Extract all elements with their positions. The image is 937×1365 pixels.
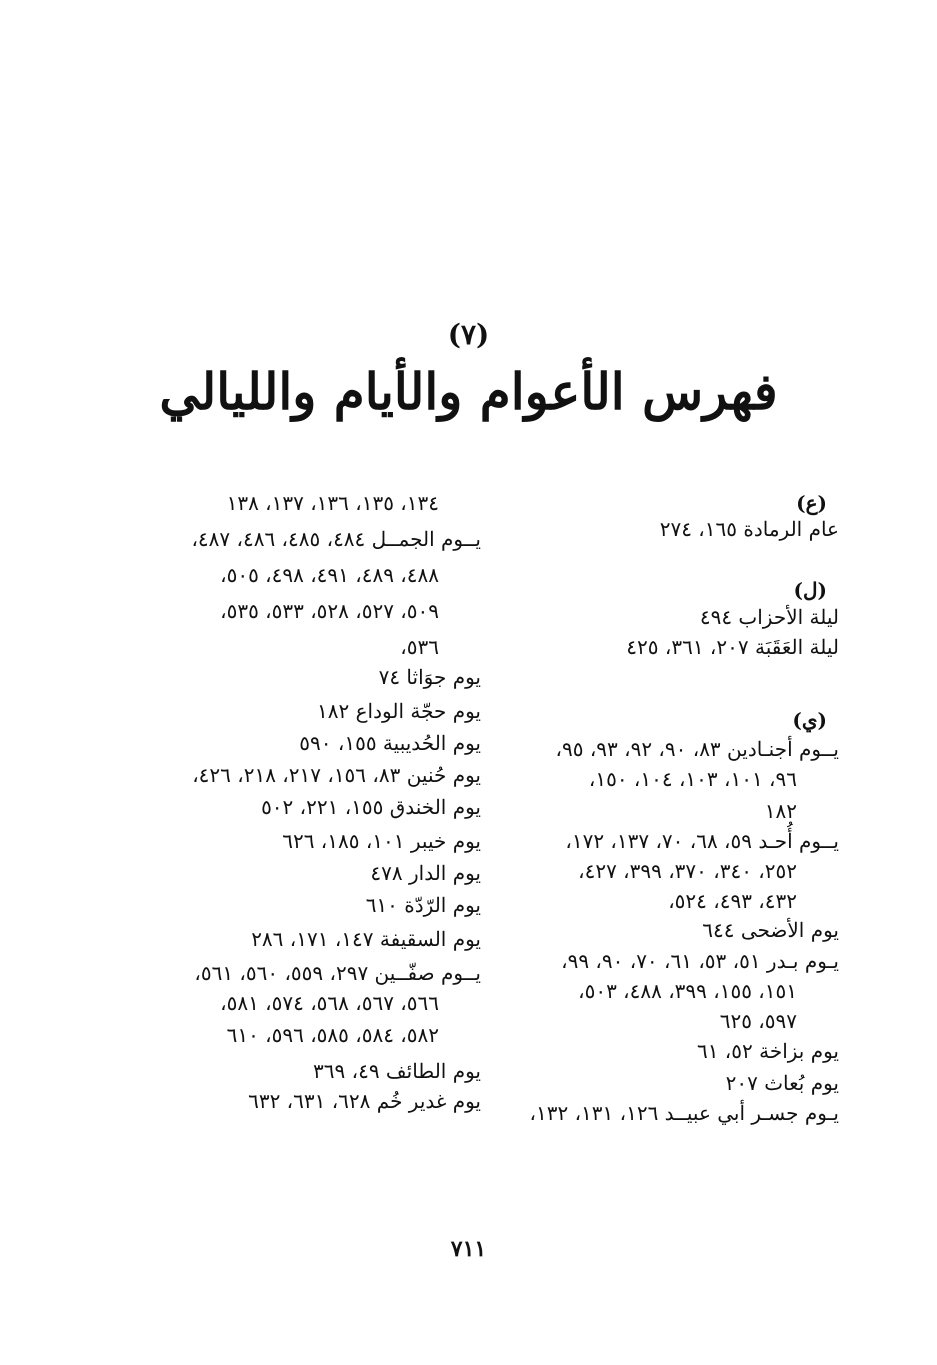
index-entry: يوم الخندق ١٥٥، ٢٢١، ٥٠٢ (261, 795, 481, 819)
page-title: فهرس الأعوام والأيام والليالي (159, 362, 778, 421)
index-entry: يــوم الجمــل ٤٨٤، ٤٨٥، ٤٨٦، ٤٨٧، (191, 527, 481, 551)
entry-continuation: ٥٦٦، ٥٦٧، ٥٦٨، ٥٧٤، ٥٨١، (220, 991, 439, 1015)
entry-continuation: ٩٦، ١٠١، ١٠٣، ١٠٤، ١٥٠، (588, 767, 797, 791)
entry-continuation: ١٣٤، ١٣٥، ١٣٦، ١٣٧، ١٣٨ (226, 491, 439, 515)
entry-continuation: ١٨٢ (764, 799, 797, 823)
index-entry: يـوم جسـر أبي عبيــد ١٢٦، ١٣١، ١٣٢، (529, 1101, 839, 1125)
index-entry: يوم الرّدّة ٦١٠ (365, 893, 481, 917)
index-entry: يــوم أجنـادين ٨٣، ٩٠، ٩٢، ٩٣، ٩٥، (555, 737, 839, 761)
entry-continuation: ٥٣٦، (400, 635, 439, 659)
entry-continuation: ٤٣٢، ٤٩٣، ٥٢٤، (668, 889, 797, 913)
index-entry: يــوم صفّــين ٢٩٧، ٥٥٩، ٥٦٠، ٥٦١، (194, 961, 481, 985)
index-entry: يوم غدير خُم ٦٢٨، ٦٣١، ٦٣٢ (248, 1089, 481, 1113)
index-entry: ليلة الأحزاب ٤٩٤ (699, 605, 839, 629)
section-number: (٧) (447, 318, 490, 351)
index-entry: يوم حجّة الوداع ١٨٢ (317, 699, 481, 723)
index-entry: يوم جوَاثا ٧٤ (378, 665, 481, 689)
index-entry: يـوم بـدر ٥١، ٥٣، ٦١، ٧٠، ٩٠، ٩٩، (561, 949, 839, 973)
entry-continuation: ١٥١، ١٥٥، ٣٩٩، ٤٨٨، ٥٠٣، (578, 979, 797, 1003)
index-entry: يوم حُنين ٨٣، ١٥٦، ٢١٧، ٢١٨، ٤٢٦، (192, 763, 481, 787)
page-number: ٧١١ (450, 1236, 487, 1262)
index-entry: يوم بُعاث ٢٠٧ (725, 1071, 839, 1095)
letter-heading: (ع) (796, 491, 827, 515)
entry-continuation: ٥٨٢، ٥٨٤، ٥٨٥، ٥٩٦، ٦١٠ (226, 1023, 439, 1047)
entry-continuation: ٢٥٢، ٣٤٠، ٣٧٠، ٣٩٩، ٤٢٧، (578, 859, 797, 883)
letter-heading: (ي) (792, 708, 827, 732)
index-entry: يوم خيبر ١٠١، ١٨٥، ٦٢٦ (282, 829, 481, 853)
entry-continuation: ٥٩٧، ٦٢٥ (719, 1009, 797, 1033)
index-entry: يوم الطائف ٤٩، ٣٦٩ (313, 1059, 481, 1083)
index-entry: يــوم أُحـد ٥٩، ٦٨، ٧٠، ١٣٧، ١٧٢، (565, 829, 839, 853)
index-entry: يوم بزاخة ٥٢، ٦١ (696, 1039, 839, 1063)
index-entry: عام الرمادة ١٦٥، ٢٧٤ (659, 517, 839, 541)
index-entry: يوم السقيفة ١٤٧، ١٧١، ٢٨٦ (251, 927, 481, 951)
index-entry: ليلة العَقَبَة ٢٠٧، ٣٦١، ٤٢٥ (626, 635, 839, 659)
index-entry: يوم الحُديبية ١٥٥، ٥٩٠ (299, 731, 481, 755)
entry-continuation: ٥٠٩، ٥٢٧، ٥٢٨، ٥٣٣، ٥٣٥، (220, 599, 439, 623)
entry-continuation: ٤٨٨، ٤٨٩، ٤٩١، ٤٩٨، ٥٠٥، (220, 563, 439, 587)
letter-heading: (ل) (793, 578, 827, 602)
index-entry: يوم الأضحى ٦٤٤ (702, 918, 839, 942)
index-entry: يوم الدار ٤٧٨ (370, 861, 481, 885)
